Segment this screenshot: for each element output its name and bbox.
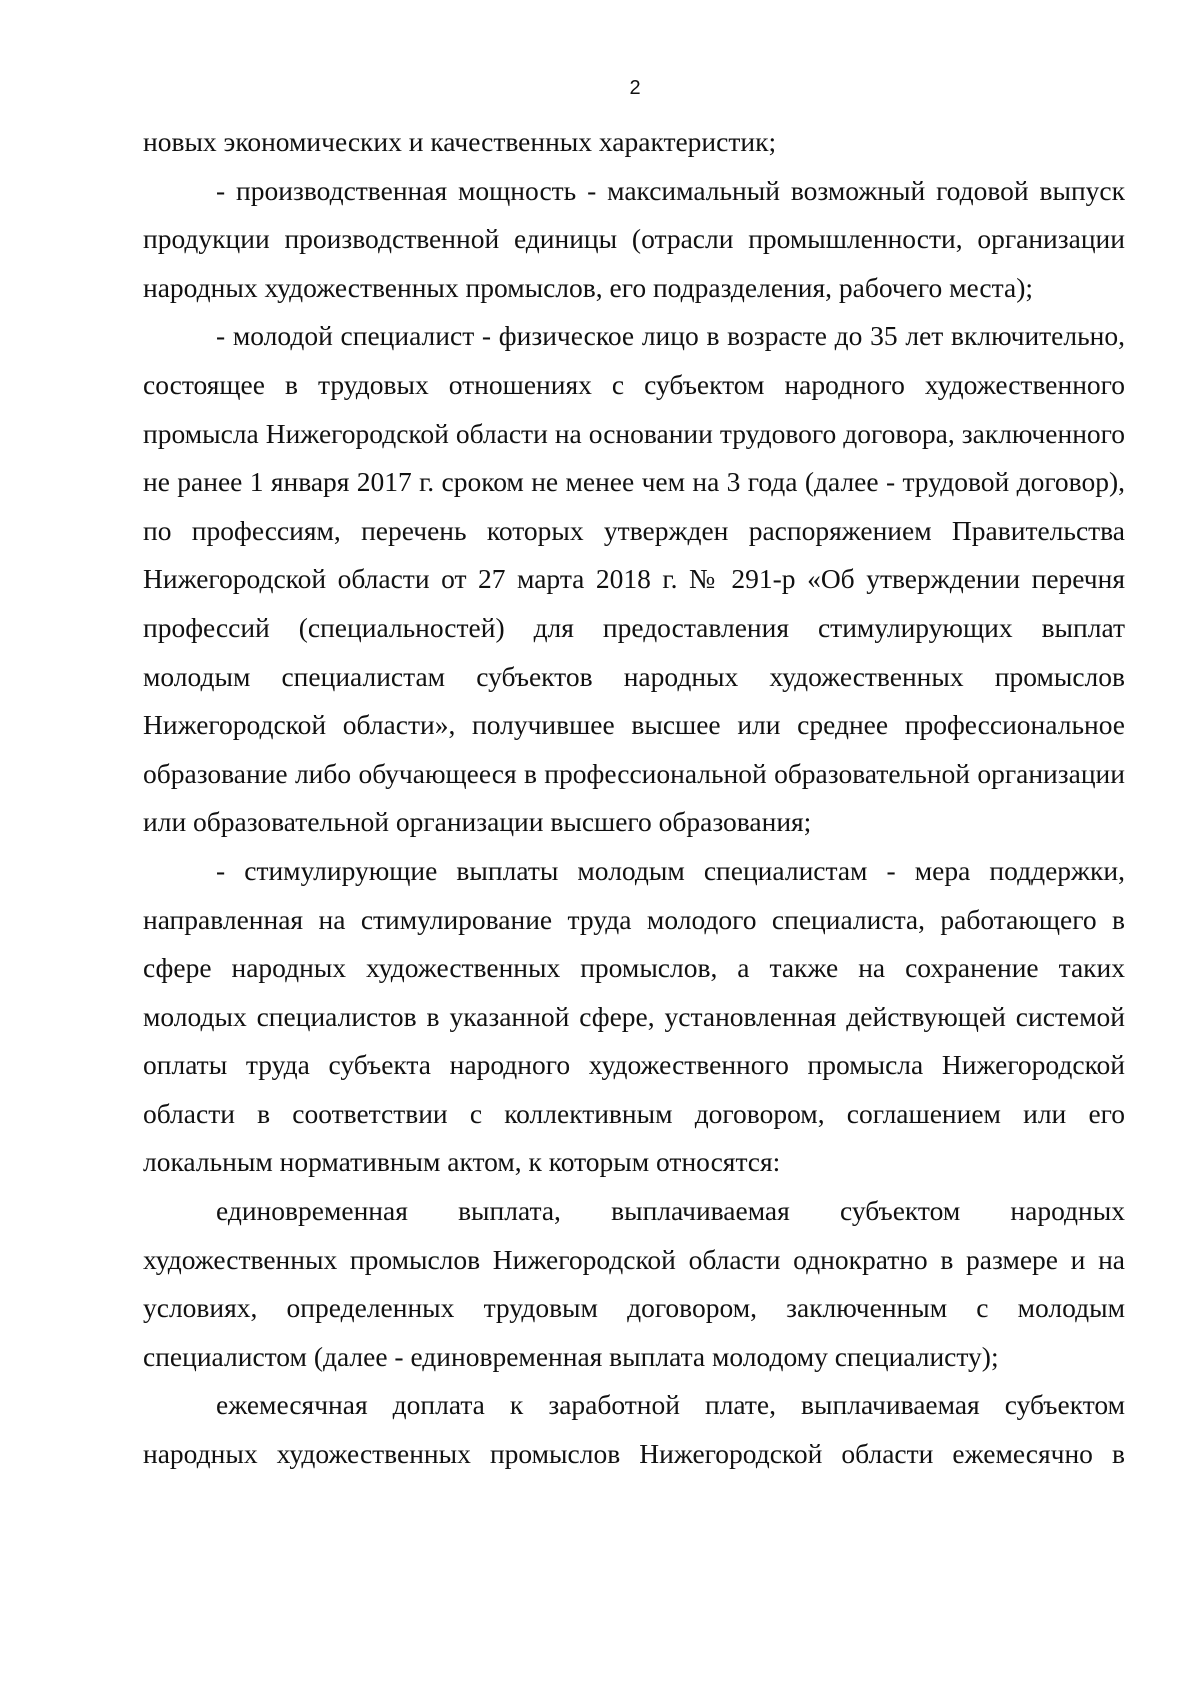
paragraph-monthly-supplement: ежемесячная доплата к заработной плате, выплачиваемая субъектом народных художественных промыслов Нижегородской области ежемесячно в: [143, 1389, 1125, 1470]
page-number: 2: [629, 77, 641, 99]
paragraph-young-specialist: - молодой специалист - физическое лицо в возрасте до 35 лет включительно, состоящее в трудовых отношениях с субъектом народного художественного промысла Нижегородской области на основании трудового договора, заключенного не ранее 1 января 2017 г. сроком не менее чем на 3 года (далее - трудовой договор), по профессиям, перечень которых утвержден распоряжением Правительства Нижегородской области от 27 марта 2018 г. № 291-р «Об утверждении перечня профессий (специальностей) для предоставления стимулирующих выплат молодым специалистам субъектов народных художественных промыслов Нижегородской области», получившее высшее или среднее профессиональное образование либо обучающееся в профессиональной образовательной организации или образовательной организации высшего образования;: [143, 320, 1125, 838]
document-body: [143, 118, 1125, 1479]
paragraph-production-capacity: - производственная мощность - максимальный возможный годовой выпуск продукции производственной единицы (отрасли промышленности, организации народных художественных промыслов, его подразделения, рабочего места);: [143, 174, 1125, 303]
paragraph-lump-sum-payment: единовременная выплата, выплачиваемая субъектом народных художественных промыслов Нижегородской области однократно в размере и на условиях, определенных трудовым договором, заключенным с молодым специалистом (далее - единовременная выплата молодому специалисту);: [143, 1195, 1125, 1372]
paragraph-incentive-payments: - стимулирующие выплаты молодым специалистам - мера поддержки, направленная на стимулирование труда молодого специалиста, работающего в сфере народных художественных промыслов, а также на сохранение таких молодых специалистов в указанной сфере, установленная действующей системой оплаты труда субъекта народного художественного промысла Нижегородской области в соответствии с коллективным договором, соглашением или его локальным нормативным актом, к которым относятся:: [143, 854, 1125, 1178]
paragraph-continuation: новых экономических и качественных характеристик;: [143, 126, 777, 157]
